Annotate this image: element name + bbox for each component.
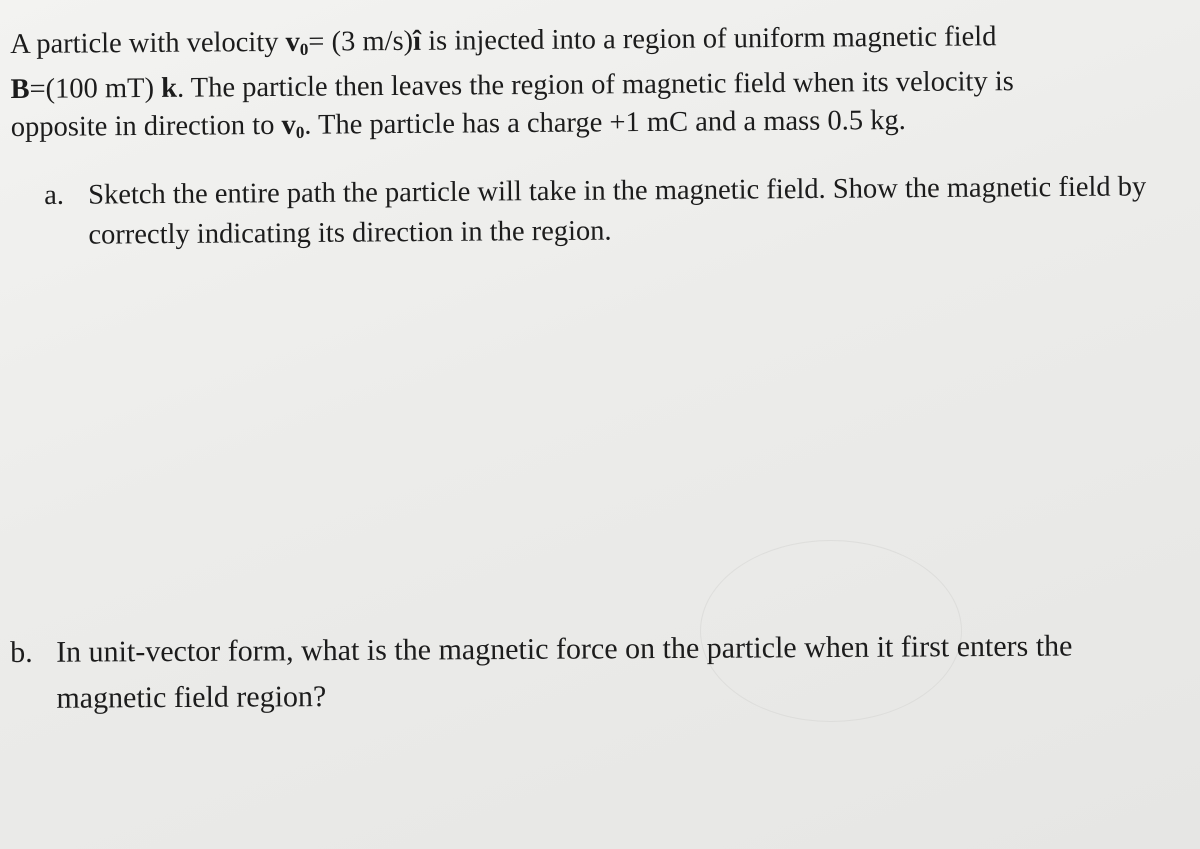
velocity-symbol: $v_0$: [285, 26, 309, 59]
velocity-symbol: $v_0$: [281, 110, 305, 143]
question-b-marker: b.: [10, 635, 33, 669]
question-a: [44, 167, 1185, 256]
i-hat-symbol: î: [412, 25, 422, 57]
problem-text: . The particle then leaves the region of magnetic field when its velocity is: [176, 66, 1014, 104]
question-a-text: Sketch the entire path the particle will take in the magnetic field. Show the magnetic field by correctly indicating its direction in the region.: [88, 171, 1147, 251]
field-value: =(100 mT): [29, 73, 162, 106]
field-symbol: B: [10, 74, 30, 106]
problem-text: A particle with velocity: [10, 26, 286, 60]
problem-statement: [10, 17, 1171, 155]
problem-text: . The particle has a charge +1 mC and a mass 0.5 kg.: [304, 105, 906, 141]
question-a-marker: a.: [44, 179, 65, 211]
question-b-text: In unit-vector form, what is the magnetic force on the particle when it first enters the magnetic field region?: [56, 629, 1073, 715]
problem-text: opposite in direction to: [10, 110, 282, 144]
k-hat-symbol: k: [161, 72, 178, 105]
velocity-value: = (3 m/s): [308, 25, 414, 58]
question-b: [10, 623, 1181, 722]
problem-text: is injected into a region of uniform magnetic field: [420, 21, 997, 57]
